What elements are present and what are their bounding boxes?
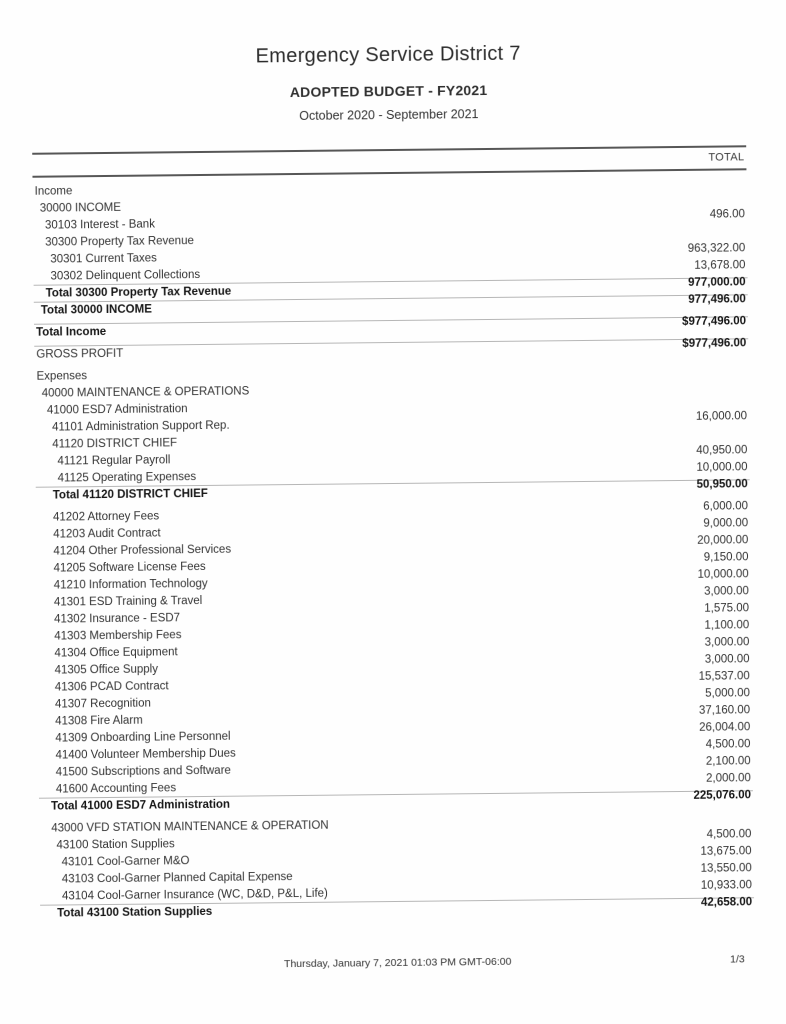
account-label: 30300 Property Tax Revenue: [45, 235, 194, 249]
amount-value: 9,000.00: [703, 517, 749, 530]
amount-value: 1,100.00: [704, 619, 750, 632]
account-label: 41400 Volunteer Membership Dues: [55, 747, 236, 762]
amount-value: 10,000.00: [697, 568, 749, 581]
account-label: 41308 Fire Alarm: [55, 714, 143, 728]
account-label: Expenses: [36, 370, 88, 383]
amount-value: $977,496.00: [682, 315, 747, 329]
account-label: 40000 MAINTENANCE & OPERATIONS: [41, 385, 250, 400]
amount-value: 3,000.00: [704, 653, 750, 666]
account-label: 41000 ESD7 Administration: [46, 403, 188, 417]
account-label: 41500 Subscriptions and Software: [55, 764, 231, 779]
account-label: 41304 Office Equipment: [54, 646, 178, 660]
amount-value: 15,537.00: [698, 670, 750, 683]
amount-value: 50,950.00: [696, 478, 748, 492]
budget-table: [32, 146, 754, 922]
amount-value: 3,000.00: [704, 585, 749, 598]
account-label: 41202 Attorney Fees: [52, 510, 160, 524]
amount-value: 10,000.00: [696, 461, 748, 474]
amount-value: 225,076.00: [693, 789, 752, 803]
amount-value: 10,933.00: [700, 879, 752, 892]
account-label: 41302 Insurance - ESD7: [54, 612, 181, 626]
account-label: 41301 ESD Training & Travel: [53, 594, 203, 609]
amount-value: 4,500.00: [705, 738, 751, 751]
amount-value: 13,675.00: [700, 845, 752, 858]
account-label: 30301 Current Taxes: [50, 252, 157, 266]
account-label: 41305 Office Supply: [54, 663, 159, 677]
report-timestamp: Thursday, January 7, 2021 01:03 PM GMT-06:00: [283, 955, 512, 971]
amount-value: 26,004.00: [699, 721, 751, 734]
table-row: [34, 339, 748, 363]
account-label: 43100 Station Supplies: [56, 838, 175, 852]
account-label: Total 30300 Property Tax Revenue: [45, 286, 232, 301]
account-label: 41120 DISTRICT CHIEF: [52, 437, 178, 451]
account-label: 43000 VFD STATION MAINTENANCE & OPERATION: [51, 819, 329, 835]
amount-value: 1,575.00: [704, 602, 750, 615]
amount-value: 2,100.00: [705, 755, 751, 768]
account-label: 41306 PCAD Contract: [54, 680, 169, 694]
account-label: 30000 INCOME: [39, 201, 122, 215]
account-label: GROSS PROFIT: [36, 348, 124, 362]
account-label: 41600 Accounting Fees: [55, 782, 177, 796]
document-date-range: October 2020 - September 2021: [299, 107, 479, 124]
account-label: 41307 Recognition: [54, 697, 151, 711]
amount-value: 963,322.00: [687, 242, 746, 255]
page-indicator: 1/3: [730, 953, 745, 966]
account-label: 41204 Other Professional Services: [53, 543, 232, 558]
account-label: 30302 Delinquent Collections: [50, 268, 201, 283]
amount-value: 42,658.00: [700, 896, 753, 910]
amount-value: 5,000.00: [705, 687, 750, 700]
amount-value: 2,000.00: [705, 772, 751, 785]
account-label: Total 41000 ESD7 Administration: [51, 799, 231, 814]
account-label: Total 41120 DISTRICT CHIEF: [52, 488, 208, 503]
total-column-header: TOTAL: [708, 151, 745, 165]
amount-value: 20,000.00: [697, 534, 749, 547]
table-row: [34, 317, 748, 341]
account-label: 43103 Cool-Garner Planned Capital Expense: [61, 871, 293, 886]
account-label: 30103 Interest - Bank: [44, 218, 156, 232]
document-subtitle: ADOPTED BUDGET - FY2021: [289, 81, 488, 101]
amount-value: 496.00: [709, 208, 745, 221]
account-label: 43104 Cool-Garner Insurance (WC, D&D, P&L, Life): [61, 887, 328, 903]
budget-rows: [32, 171, 754, 922]
amount-value: 977,496.00: [688, 293, 746, 307]
amount-value: 40,950.00: [696, 444, 748, 457]
account-label: 41101 Administration Support Rep.: [52, 419, 230, 434]
account-label: 41121 Regular Payroll: [57, 454, 171, 468]
amount-value: 6,000.00: [703, 500, 749, 513]
amount-value: 977,000.00: [687, 276, 746, 290]
account-label: 41210 Information Technology: [53, 577, 208, 592]
amount-value: $977,496.00: [682, 337, 747, 351]
account-label: 41203 Audit Contract: [53, 527, 161, 541]
account-label: 41125 Operating Expenses: [57, 471, 197, 485]
amount-value: 13,678.00: [694, 259, 746, 272]
document-header: [0, 0, 782, 127]
amount-value: 16,000.00: [695, 410, 748, 423]
amount-value: 37,160.00: [698, 704, 751, 717]
account-label: 41303 Membership Fees: [54, 629, 182, 643]
document-footer: [41, 953, 755, 972]
amount-value: 9,150.00: [703, 551, 749, 564]
account-label: 41309 Onboarding Line Personnel: [55, 730, 231, 745]
account-label: Total 30000 INCOME: [40, 303, 152, 318]
amount-value: 13,550.00: [700, 862, 752, 875]
account-label: 43101 Cool-Garner M&O: [61, 855, 190, 869]
account-label: Income: [34, 185, 73, 198]
amount-value: 3,000.00: [704, 636, 750, 649]
amount-value: 4,500.00: [706, 828, 752, 841]
account-label: Total 43100 Station Supplies: [57, 906, 213, 921]
account-label: Total Income: [36, 326, 107, 340]
account-label: 41205 Software License Fees: [53, 560, 206, 575]
page-title: Emergency Service District 7: [255, 42, 521, 68]
